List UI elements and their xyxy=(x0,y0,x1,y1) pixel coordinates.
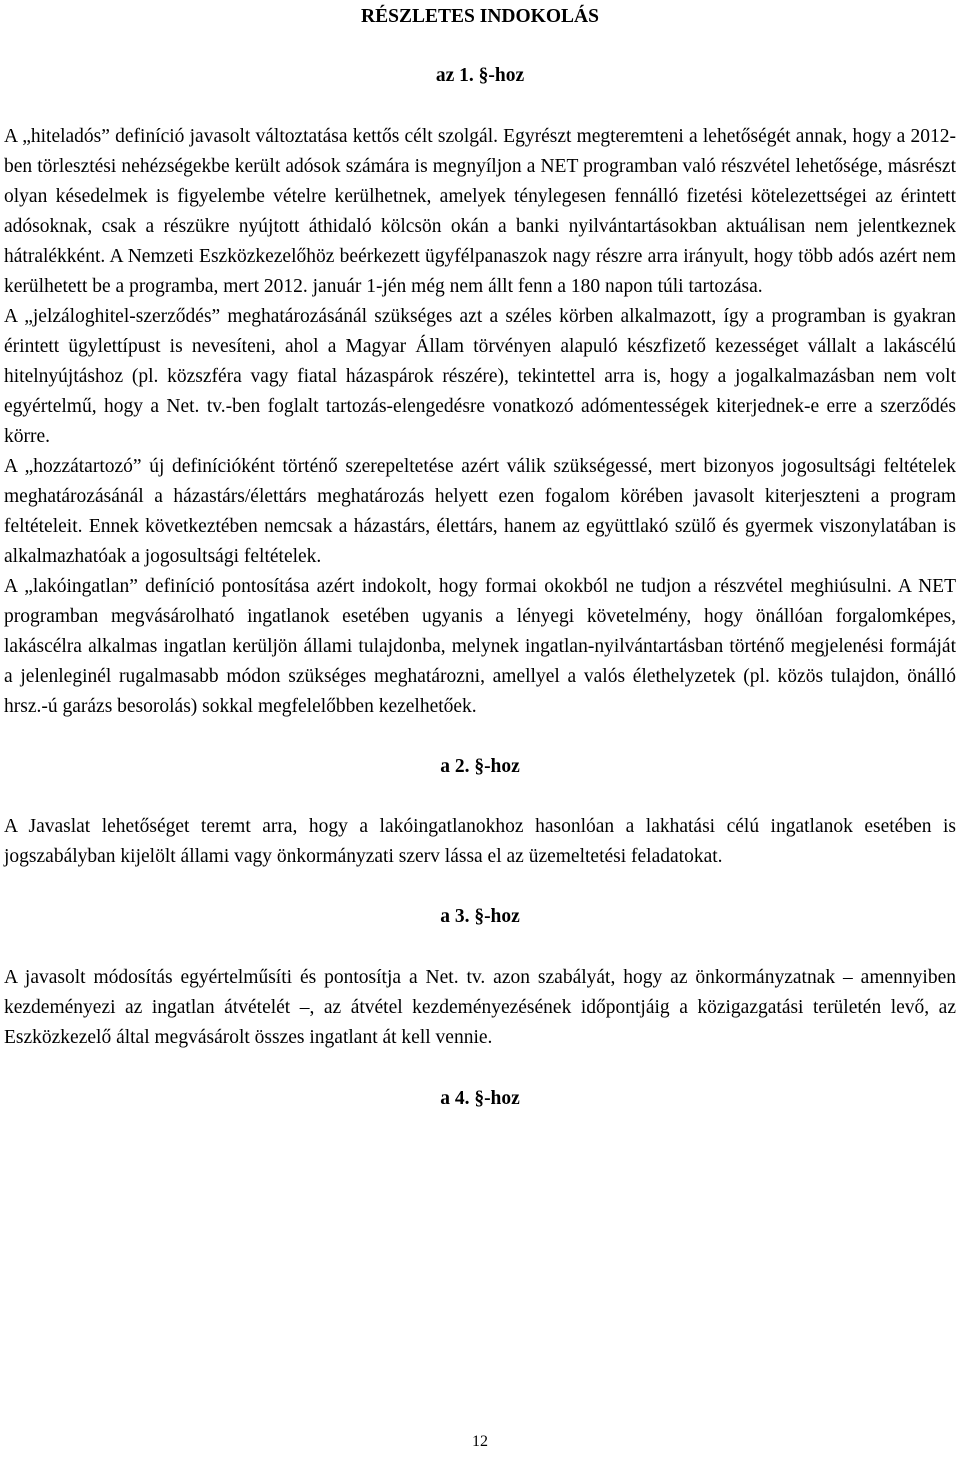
section-3-paragraph-1: A javasolt módosítás egyértelműsíti és pontosítja a Net. tv. azon szabályát, hogy az önkormányzatnak – amennyiben kezdeményezi az ingatlan átvételét –, az átvétel kezdeményezésének időpontjáig a közigazgatási területén levő, az Eszközkezelő által megvásárolt összes ingatlant át kell vennie. xyxy=(4,967,956,1048)
section-heading-3: a 3. §-hoz xyxy=(440,906,520,927)
section-heading-2: a 2. §-hoz xyxy=(440,756,520,777)
section-1-paragraph-4: A „lakóingatlan” definíció pontosítása azért indokolt, hogy formai okokból ne tudjon a részvétel meghiúsulni. A NET programban megvásárolható ingatlanok esetében ugyanis a lényegi követelmény, hogy önállóan forgalomképes, lakáscélra alkalmas ingatlan kerüljön állami tulajdonba, melynek ingatlan-nyilvántartásban történő megjelenési formáját a jelenleginél rugalmasabb módon szükséges meghatározni, amellyel a valós élethelyzetek (pl. közös tulajdon, önálló hrsz.-ú garázs besorolás) sokkal megfelelőbben kezelhetőek. xyxy=(4,576,956,717)
section-1-paragraph-1: A „hiteladós” definíció javasolt változtatása kettős célt szolgál. Egyrészt megteremteni a lehetőségét annak, hogy a 2012-ben törlesztési nehézségekbe került adósok számára is megnyíljon a NET programban való részvétel lehetősége, másrészt olyan késedelmek is figyelembe vételre kerülhetnek, amelyek ténylegesen fennálló fizetési kötelezettségei az érintett adósoknak, csak a részükre nyújtott áthidaló kölcsön okán a banki nyilvántartásokban aktuálisan nem jelentkeznek hátralékként. A Nemzeti Eszközkezelőhöz beérkezett ügyfélpanaszok nagy részre arra irányult, hogy több adós azért nem kerülhetett be a programba, mert 2012. január 1-jén még nem állt fenn a 180 napon túli tartozása. xyxy=(4,126,956,297)
page-number: 12 xyxy=(472,1433,488,1450)
section-2-paragraph-1: A Javaslat lehetőséget teremt arra, hogy a lakóingatlanokhoz hasonlóan a lakhatási célú ingatlanok esetében is jogszabályban kijelölt állami vagy önkormányzati szerv lássa el az üzemeltetési feladatokat. xyxy=(4,816,956,867)
section-heading-1: az 1. §-hoz xyxy=(435,65,525,86)
section-1-paragraph-2: A „jelzáloghitel-szerződés” meghatározásánál szükséges azt a széles körben alkalmazott, így a programban is gyakran érintett ügylettípust is nevesíteni, ahol a Magyar Állam törvényen alapuló készfizető kezességet vállalt a lakáscélú hitelnyújtáshoz (pl. közszféra vagy fiatal házaspárok részére), tekintettel arra is, hogy a jogalkalmazásban nem volt egyértelmű, hogy a Net. tv.-ben foglalt tartozás-elengedésre vonatkozó adómentességek kiterjednek-e erre a szerződés körre. xyxy=(4,306,956,447)
section-1-paragraph-3: A „hozzátartozó” új definícióként történő szerepeltetése azért válik szükségessé, mert bizonyos jogosultsági feltételek meghatározásánál a házastárs/élettárs meghatározás helyett ezen fogalom körében javasolt kiterjeszteni a program feltételeit. Ennek következtében nemcsak a házastárs, élettárs, hanem az együttlakó szülő és gyermek viszonylatában is alkalmazhatóak a jogosultsági feltételek. xyxy=(4,456,956,567)
document-title: RÉSZLETES INDOKOLÁS xyxy=(361,6,599,27)
document-page xyxy=(4,0,956,1114)
section-heading-4: a 4. §-hoz xyxy=(440,1088,520,1109)
